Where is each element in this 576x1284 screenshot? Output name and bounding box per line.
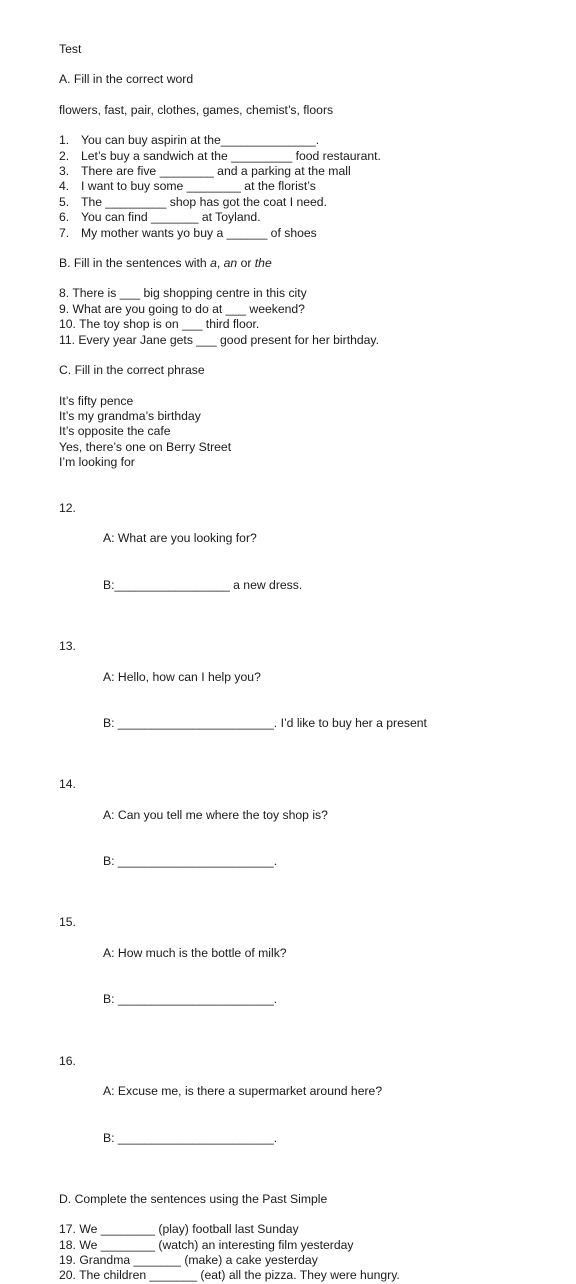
list-item: 18. We ________ (watch) an interesting film yesterday [59, 1237, 354, 1252]
list-item: 3. There are five ________ and a parking at the mall [59, 164, 351, 179]
list-item: 4. I want to buy some ________ at the florist’s [59, 179, 316, 194]
list-item: It’s opposite the cafe [59, 424, 171, 439]
list-item: 2. Let’s buy a sandwich at the _________ food restaurant. [59, 148, 381, 163]
test-title: Test [59, 42, 82, 56]
section-a-list [59, 133, 559, 241]
list-item: 8. There is ___ big shopping centre in this city [59, 286, 307, 301]
list-item: It’s my grandma’s birthday [59, 408, 201, 423]
section-a-heading: A. Fill in the correct word [59, 72, 194, 87]
list-item: It’s fifty pence [59, 393, 134, 408]
section-b-list [59, 286, 559, 348]
dialog-item: 14. A: Can you tell me where the toy shop is? B: _______________________. [59, 777, 328, 869]
list-item: 5. The _________ shop has got the coat I need. [59, 194, 327, 209]
section-d-heading: D. Complete the sentences using the Past Simple [59, 1191, 328, 1206]
list-item: 9. What are you going to do at ___ weekend? [59, 301, 305, 316]
list-item: 1. You can buy aspirin at the______________. [59, 133, 320, 148]
list-item: 10. The toy shop is on ___ third floor. [59, 317, 260, 332]
list-item: I’m looking for [59, 455, 135, 470]
phrase-bank [59, 394, 559, 471]
dialog-list [59, 501, 559, 1177]
list-item: 19. Grandma _______ (make) a cake yesterday [59, 1253, 318, 1267]
section-c-heading: C. Fill in the correct phrase [59, 363, 205, 378]
list-item: 17. We ________ (play) football last Sunday [59, 1222, 299, 1237]
list-item: Yes, there’s one on Berry Street [59, 439, 232, 454]
dialog-item: 13. A: Hello, how can I help you? B: _______________________. I’d like to buy her a present [59, 638, 427, 730]
dialog-item: 16. A: Excuse me, is there a supermarket around here? B: _______________________. [59, 1053, 383, 1145]
dialog-item: 12. A: What are you looking for? B:_________________ a new dress. [59, 500, 303, 592]
dialog-item: 15. A: How much is the bottle of milk? B: _______________________. [59, 915, 287, 1007]
section-d-list [59, 1222, 559, 1284]
section-b-heading: B. Fill in the sentences with a, an or the [59, 256, 272, 271]
word-bank: flowers, fast, pair, clothes, games, chemist’s, floors [59, 102, 334, 117]
list-item: 6. You can find _______ at Toyland. [59, 210, 261, 225]
list-item: 20. The children _______ (eat) all the pizza. They were hungry. [59, 1268, 400, 1283]
list-item: 7. My mother wants yo buy a ______ of shoes [59, 225, 317, 240]
worksheet [59, 42, 559, 1284]
list-item: 11. Every year Jane gets ___ good present for her birthday. [59, 332, 379, 347]
